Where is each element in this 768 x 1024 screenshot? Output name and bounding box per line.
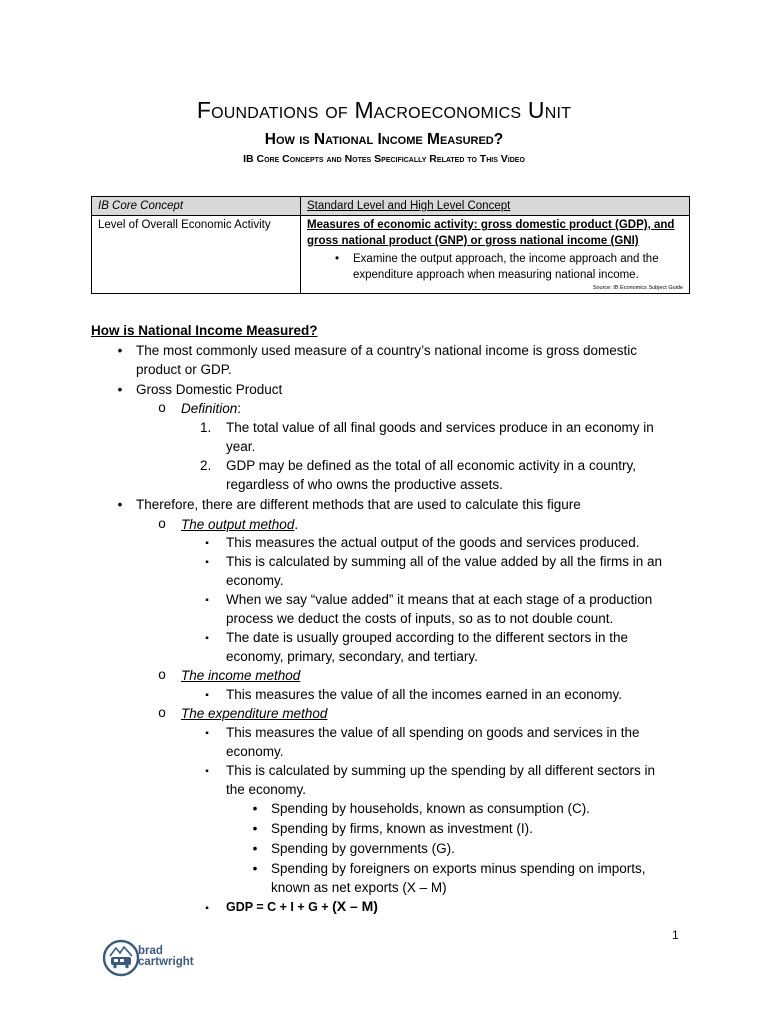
output-method-label: The output method <box>181 517 295 532</box>
definition-label: Definition <box>181 401 238 416</box>
square-bullet-icon: ▪ <box>205 690 209 701</box>
page-title: Foundations of Macroeconomics Unit <box>196 97 572 123</box>
income-method-label: The income method <box>181 668 301 683</box>
concept-table-col1-header: IB Core Concept <box>92 197 301 216</box>
list-item: The date is usually grouped according to the different sectors in the <box>226 630 628 645</box>
source-note: Source: IB Economics Subject Guide <box>592 285 683 291</box>
list-item: This is calculated by summing up the spending by all different sectors in <box>226 763 655 778</box>
circle-bullet-icon: o <box>158 667 166 682</box>
list-item: This measures the value of all the incomes earned in an economy. <box>226 687 622 702</box>
concept-table-concept-cell: Level of Overall Economic Activity <box>92 216 301 294</box>
definition-text-continued: year. <box>226 439 256 454</box>
square-bullet-icon: ▪ <box>205 766 209 777</box>
gdp-formula-net-exports: (X – M) <box>332 898 378 914</box>
list-item: Spending by foreigners on exports minus spending on imports, <box>271 861 646 876</box>
measures-text: Measures of economic activity: gross domestic product (GDP), and gross national product (GNP) or gross national income (GNI) <box>307 219 675 247</box>
circle-bullet-icon: o <box>158 516 166 531</box>
list-item: Gross Domestic Product <box>136 382 283 397</box>
list-item: Therefore, there are different methods that are used to calculate this figure <box>136 497 581 512</box>
list-item-continued: known as net exports (X – M) <box>271 880 447 895</box>
gdp-formula <box>226 897 378 917</box>
square-bullet-icon: ▪ <box>205 538 209 549</box>
circle-bullet-icon: o <box>158 705 166 720</box>
list-item: This is calculated by summing all of the value added by all the firms in an <box>226 554 662 569</box>
bullet-icon: • <box>117 343 123 358</box>
list-item-continued: economy, primary, secondary, and tertiary. <box>226 649 478 664</box>
gdp-formula-text: GDP = C + I + G + <box>226 900 333 914</box>
square-bullet-icon: ▪ <box>205 903 209 914</box>
page-number: 1 <box>672 928 679 942</box>
square-bullet-icon: ▪ <box>205 728 209 739</box>
definition-label-row <box>181 399 241 418</box>
bullet-icon: • <box>252 801 258 816</box>
definition-text: GDP may be defined as the total of all economic activity in a country, <box>226 458 636 473</box>
list-item: Spending by households, known as consumption (C). <box>271 801 590 816</box>
output-method-row <box>181 515 298 534</box>
expenditure-method-label: The expenditure method <box>181 706 328 721</box>
list-item: This measures the value of all spending on goods and services in the <box>226 725 640 740</box>
list-item-continued: economy. <box>226 744 284 759</box>
list-item-continued: economy. <box>226 573 284 588</box>
bullet-icon: • <box>117 497 123 512</box>
square-bullet-icon: ▪ <box>205 595 209 606</box>
logo-wordmark <box>138 946 194 968</box>
bullet-icon: • <box>252 821 258 836</box>
bullet-icon: • <box>117 382 123 397</box>
list-item: When we say “value added” it means that at each stage of a production <box>226 592 653 607</box>
circle-bullet-icon: o <box>158 400 166 415</box>
list-item-continued: process we deduct the costs of inputs, so as to not double count. <box>226 611 614 626</box>
definition-colon: : <box>237 401 242 416</box>
output-method-dot: . <box>294 517 299 532</box>
logo-line-2: cartwright <box>138 956 194 968</box>
concept-table-header-row <box>92 197 690 216</box>
definition-number: 1. <box>200 420 212 435</box>
examine-bullet: • Examine the output approach, the income approach and the expenditure approach when measuring national income. <box>331 251 683 283</box>
list-item: This measures the actual output of the goods and services produced. <box>226 535 640 550</box>
definition-text: The total value of all final goods and services produce in an economy in <box>226 420 654 435</box>
list-item: Spending by governments (G). <box>271 841 455 856</box>
page-subsubtitle: IB Core Concepts and Notes Specifically Related to This Video <box>243 153 525 165</box>
definition-number: 2. <box>200 458 212 473</box>
definition-text-continued: regardless of who owns the productive assets. <box>226 477 503 492</box>
notes-heading: How is National Income Measured? <box>91 323 318 338</box>
concept-table-row <box>92 216 690 294</box>
bullet-icon: • <box>252 861 258 876</box>
concept-table <box>91 196 690 294</box>
list-item: The most commonly used measure of a country’s national income is gross domestic <box>136 343 637 358</box>
page-subtitle: How is National Income Measured? <box>264 131 504 148</box>
square-bullet-icon: ▪ <box>205 557 209 568</box>
list-item-continued: the economy. <box>226 782 307 797</box>
bullet-icon: • <box>252 841 258 856</box>
square-bullet-icon: ▪ <box>205 633 209 644</box>
list-item: Spending by firms, known as investment (I). <box>271 821 533 836</box>
concept-table-col2-header: Standard Level and High Level Concept <box>301 197 690 216</box>
list-item-continued: product or GDP. <box>136 362 232 377</box>
logo-line-1: brad <box>138 945 163 957</box>
concept-table-description-cell <box>301 216 690 294</box>
